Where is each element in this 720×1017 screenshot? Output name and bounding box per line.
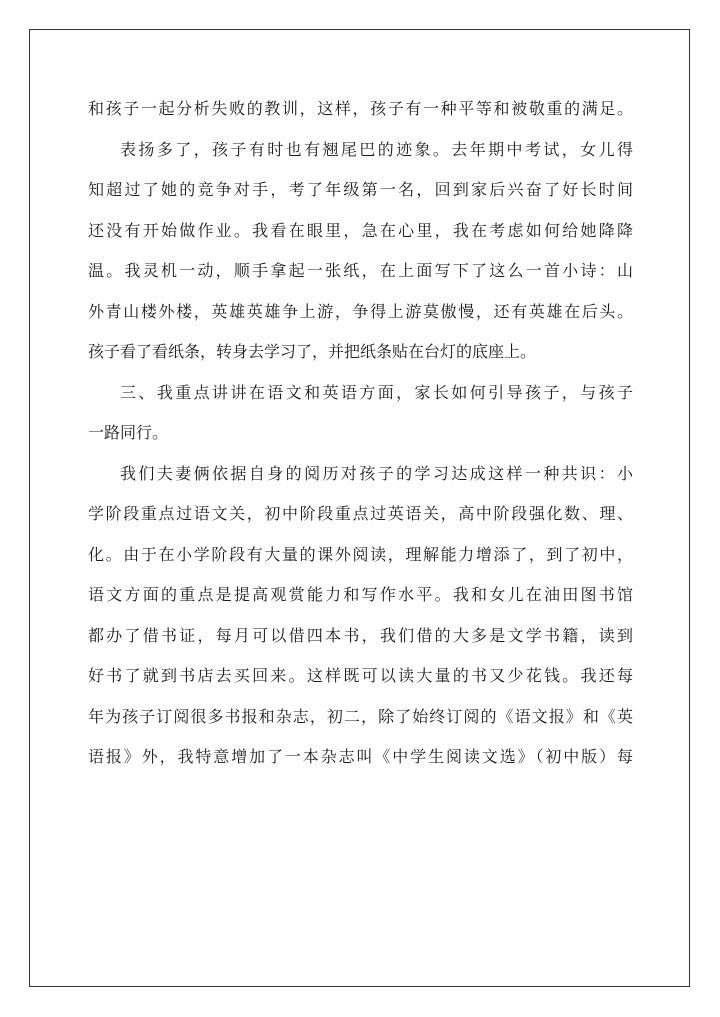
text-line-7: 孩子看了看纸条，转身去学习了，并把纸条贴在台灯的底座上。 xyxy=(88,342,537,361)
text-line-13: 语文方面的重点是提高观赏能力和写作水平。我和女儿在油田图书馆 xyxy=(88,585,633,604)
text-line-2: 表扬多了，孩子有时也有翘尾巴的迹象。去年期中考试，女儿得 xyxy=(120,139,633,159)
text-line-3: 知超过了她的竞争对手，考了年级第一名，回到家后兴奋了好长时间 xyxy=(88,180,633,199)
text-line-6: 外青山楼外楼，英雄英雄争上游，争得上游莫傲慢，还有英雄在后头。 xyxy=(88,301,633,321)
text-line-12: 化。由于在小学阶段有大量的课外阅读，理解能力增添了，到了初中， xyxy=(88,544,633,564)
text-line-14: 都办了借书证，每月可以借四本书，我们借的大多是文学书籍，读到 xyxy=(88,625,633,645)
text-line-10: 我们夫妻俩依据自身的阅历对孩子的学习达成这样一种共识：小 xyxy=(120,463,633,483)
text-line-17: 语报》外，我特意增加了一本杂志叫《中学生阅读文选》（初中版）每 xyxy=(88,747,633,766)
document-body xyxy=(88,89,633,778)
text-line-15: 好书了就到书店去买回来。这样既可以读大量的书又少花钱。我还每 xyxy=(88,666,633,685)
text-line-5: 温。我灵机一动，顺手拿起一张纸，在上面写下了这么一首小诗：山 xyxy=(88,261,633,280)
text-line-1: 和孩子一起分析失败的教训，这样，孩子有一种平等和被敬重的满足。 xyxy=(88,99,633,118)
text-line-9: 一路同行。 xyxy=(88,423,169,442)
text-line-4: 还没有开始做作业。我看在眼里，急在心里，我在考虑如何给她降降 xyxy=(88,220,633,240)
text-line-8: 三、我重点讲讲在语文和英语方面，家长如何引导孩子，与孩子 xyxy=(120,382,633,402)
text-line-11: 学阶段重点过语文关，初中阶段重点过英语关，高中阶段强化数、理、 xyxy=(88,504,633,523)
text-line-16: 年为孩子订阅很多书报和杂志，初二，除了始终订阅的《语文报》和《英 xyxy=(88,706,633,726)
